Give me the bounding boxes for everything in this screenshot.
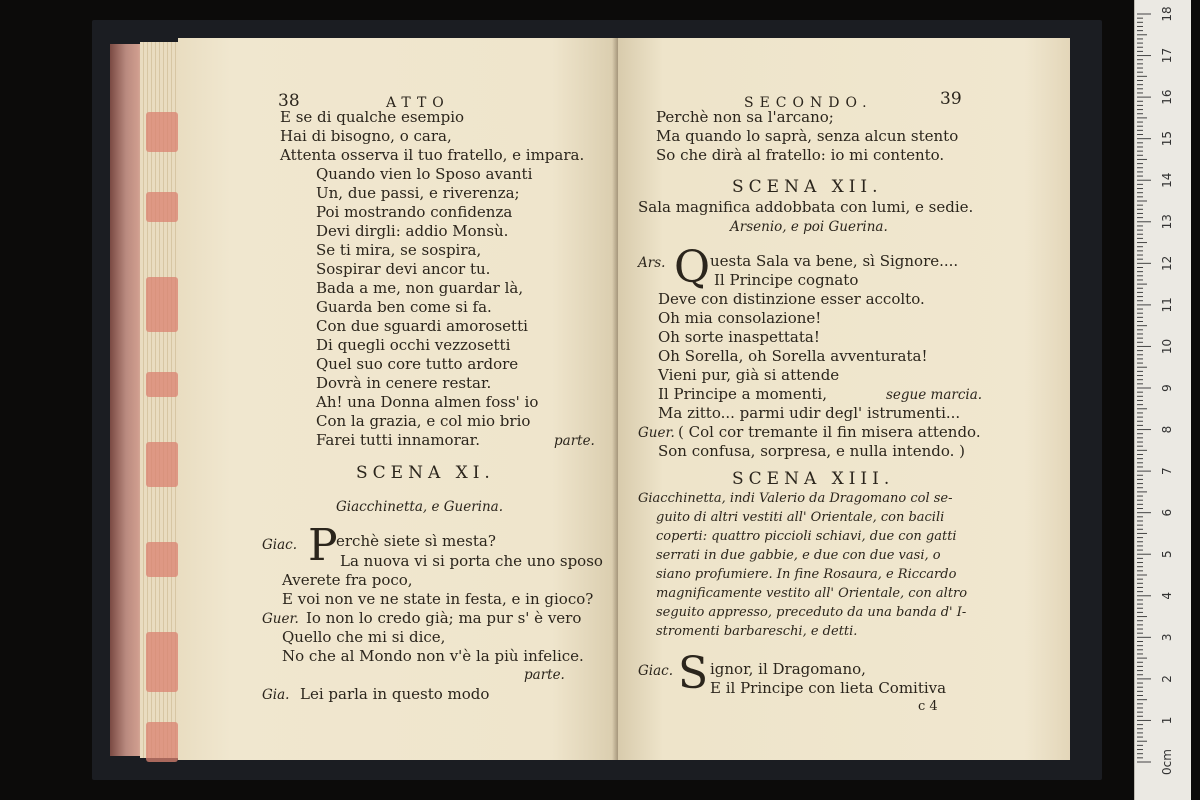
verse-line: Un, due passi, e riverenza; [316, 184, 520, 202]
verse-line: Bada a me, non guardar là, [316, 279, 524, 297]
ruler-label: 3 [1160, 633, 1174, 642]
ruler-label: 14 [1160, 172, 1174, 188]
dialogue-line: Quello che mi si dice, [282, 628, 446, 646]
measurement-ruler [1134, 0, 1191, 800]
speaker-label: Gia. [262, 687, 290, 703]
dialogue-line: erchè siete sì mesta? [336, 532, 496, 550]
verse-line: Hai di bisogno, o cara, [280, 127, 452, 145]
page-number: 39 [940, 89, 962, 109]
right-page [618, 38, 1070, 760]
ruler-label: 9 [1160, 384, 1174, 392]
signature-mark: c 4 [918, 699, 938, 714]
verse-line: Ma quando lo saprà, senza alcun stento [656, 127, 959, 145]
speaker-label: Guer. [638, 425, 675, 441]
verse-line: Quando vien lo Sposo avanti [316, 165, 533, 183]
running-head: SECONDO. [744, 95, 873, 111]
scene-description-line: coperti: quattro piccioli schiavi, due con gatti [656, 529, 957, 544]
verse-line: Con due sguardi amorosetti [316, 317, 528, 335]
dialogue-line: No che al Mondo non v'è la più infelice. [282, 647, 584, 665]
ruler-label: 8 [1160, 425, 1174, 434]
verse-line: Di quegli occhi vezzosetti [316, 336, 511, 354]
verse-line: So che dirà al fratello: io mi contento. [656, 146, 945, 164]
verse-line: Se ti mira, se sospira, [316, 241, 482, 259]
ruler-label: 2 [1160, 675, 1174, 683]
drop-cap: P [308, 520, 338, 571]
scene-title: SCENA XII. [732, 177, 883, 197]
ruler-label: 4 [1160, 591, 1174, 600]
dialogue-line: uesta Sala va bene, sì Signore.... [710, 252, 959, 270]
ruler-label: 12 [1160, 255, 1174, 271]
ruler-ticks [1135, 0, 1191, 800]
verse-line: Poi mostrando confidenza [316, 203, 513, 221]
left-page [178, 38, 618, 760]
scene-characters: Arsenio, e poi Guerina. [730, 219, 888, 235]
stage-direction: parte. [554, 433, 595, 449]
scene-description-line: stromenti barbareschi, e detti. [656, 624, 858, 639]
dialogue-line: E voi non ve ne state in festa, e in gioco? [282, 590, 594, 608]
dialogue-line: Oh Sorella, oh Sorella avventurata! [658, 347, 928, 365]
scene-description-line: siano profumiere. In fine Rosaura, e Riccardo [656, 567, 957, 582]
scene-description-line: serrati in due gabbie, e due con due vasi, o [656, 548, 941, 563]
speaker-label: Ars. [638, 255, 666, 271]
dialogue-line: Son confusa, sorpresa, e nulla intendo. ) [658, 442, 965, 460]
dialogue-line: Averete fra poco, [282, 571, 413, 589]
verse-line: Perchè non sa l'arcano; [656, 108, 834, 126]
verse-line: E se di qualche esempio [280, 108, 465, 126]
dialogue-line: ( Col cor tremante il fin misera attendo. [678, 423, 981, 441]
ruler-label: 6 [1160, 508, 1174, 517]
ruler-label: 13 [1160, 214, 1174, 230]
speaker-label: Guer. [262, 611, 299, 627]
dialogue-line: Oh sorte inaspettata! [658, 328, 820, 346]
scene-title: SCENA XIII. [732, 469, 895, 489]
verse-line: Farei tutti innamorar. [316, 431, 480, 449]
dialogue-line: Il Principe a momenti, [658, 385, 827, 403]
dialogue-line: Vieni pur, già si attende [658, 366, 840, 384]
drop-cap: S [678, 648, 709, 699]
ruler-label: 17 [1160, 47, 1174, 64]
verse-line: Guarda ben come si fa. [316, 298, 492, 316]
stage-direction: parte. [524, 667, 565, 683]
ruler-label: 16 [1160, 89, 1174, 105]
dialogue-line: Io non lo credo già; ma pur s' è vero [306, 609, 582, 627]
scene-description-line: seguito appresso, preceduto da una banda d' I- [656, 605, 967, 620]
drop-cap: Q [674, 242, 711, 293]
ruler-label: 5 [1160, 550, 1174, 559]
speaker-label: Giac. [638, 663, 674, 679]
verse-line: Attenta osserva il tuo fratello, e impara. [280, 146, 585, 164]
dialogue-line: ignor, il Dragomano, [710, 660, 866, 678]
scene-description-line: magnificamente vestito all' Orientale, con altro [656, 586, 968, 601]
ruler-label: 18 [1160, 6, 1174, 22]
ruler-label: 10 [1160, 338, 1174, 355]
dialogue-line: Lei parla in questo modo [300, 685, 490, 703]
ruler-label: 0cm [1160, 749, 1174, 775]
ruler-label: 7 [1160, 467, 1174, 475]
verse-line: Sospirar devi ancor tu. [316, 260, 491, 278]
scene-title: SCENA XI. [356, 463, 495, 483]
page-number: 38 [278, 91, 300, 111]
ruler-label: 15 [1160, 131, 1174, 147]
running-head: ATTO [386, 95, 450, 111]
verse-line: Dovrà in cenere restar. [316, 374, 492, 392]
verse-line: Ah! una Donna almen foss' io [316, 393, 539, 411]
verse-line: Con la grazia, e col mio brio [316, 412, 531, 430]
ruler-label: 1 [1160, 716, 1174, 725]
scene-characters: Giacchinetta, e Guerina. [336, 499, 504, 515]
dialogue-line: E il Principe con lieta Comitiva [710, 679, 947, 697]
verse-line: Devi dirgli: addio Monsù. [316, 222, 509, 240]
scene-setting: Sala magnifica addobbata con lumi, e sedie. [638, 198, 974, 216]
dialogue-line: Il Principe cognato [714, 271, 859, 289]
ruler-label: 11 [1160, 297, 1174, 313]
scene-description-line: guito di altri vestiti all' Orientale, con bacili [656, 510, 945, 525]
stage-direction: segue marcia. [886, 387, 983, 403]
speaker-label: Giac. [262, 537, 298, 553]
dialogue-line: Ma zitto... parmi udir degl' istrumenti... [658, 404, 961, 422]
scene-description-line: Giacchinetta, indi Valerio da Dragomano col se- [638, 491, 953, 506]
verse-line: Quel suo core tutto ardore [316, 355, 519, 373]
dialogue-line: Deve con distinzione esser accolto. [658, 290, 925, 308]
dialogue-line: La nuova vi si porta che uno sposo [340, 552, 603, 570]
dialogue-line: Oh mia consolazione! [658, 309, 822, 327]
